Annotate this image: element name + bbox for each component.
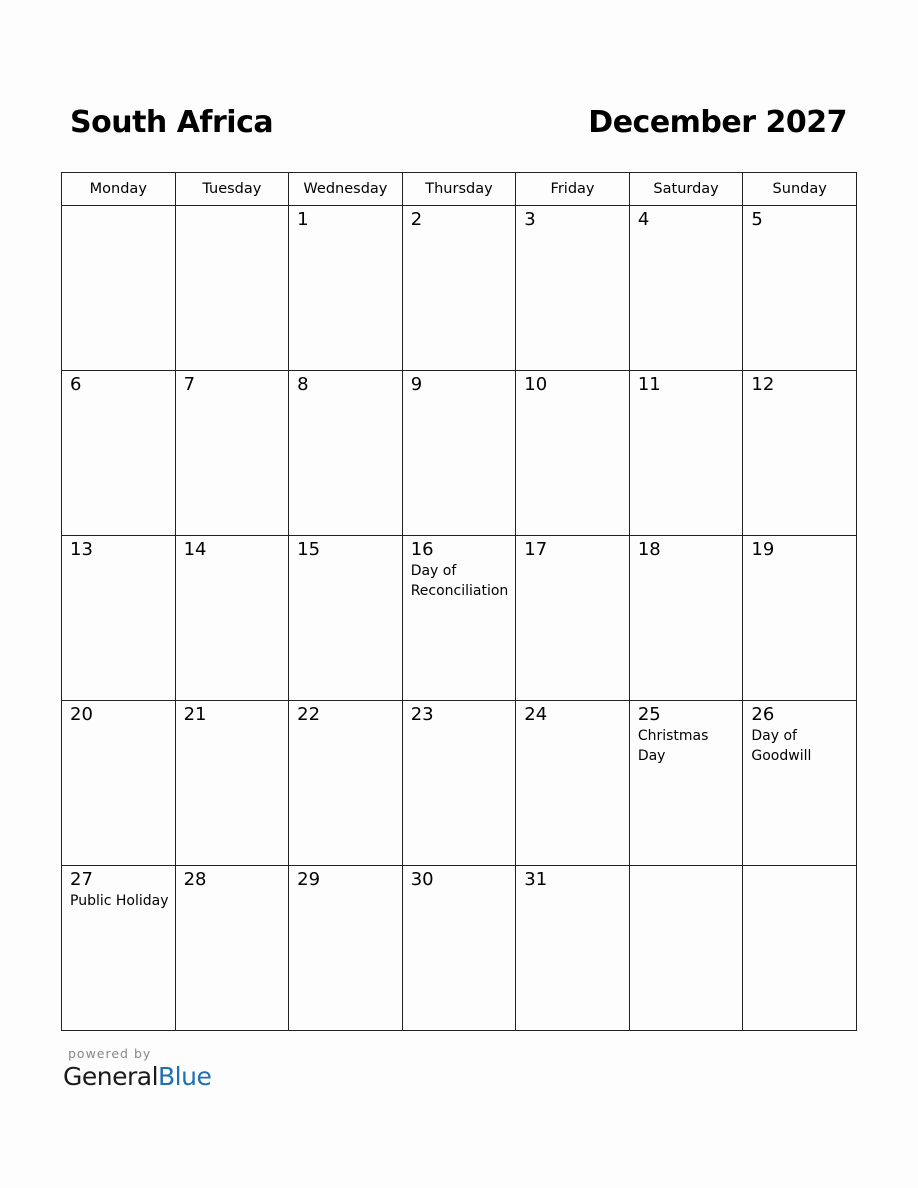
day-number (62, 206, 175, 209)
day-number: 11 (637, 374, 661, 395)
weekday-header: Thursday (402, 173, 516, 206)
day-cell (402, 866, 516, 1031)
day-cell (743, 536, 857, 701)
day-cell (402, 371, 516, 536)
week-row (62, 371, 857, 536)
weekday-header: Sunday (743, 173, 857, 206)
day-cell (62, 866, 176, 1031)
day-number: 21 (183, 704, 207, 725)
day-number: 6 (70, 374, 82, 395)
brand-logo-part1: General (63, 1062, 159, 1091)
day-number: 24 (524, 704, 548, 725)
day-number: 19 (751, 539, 775, 560)
day-cell (62, 536, 176, 701)
holiday-label: Christmas Day (637, 728, 709, 764)
day-cell (175, 866, 289, 1031)
day-cell (62, 371, 176, 536)
weekday-header: Tuesday (175, 173, 289, 206)
day-cell (175, 206, 289, 371)
day-cell (289, 536, 403, 701)
day-cell (289, 701, 403, 866)
day-cell (402, 206, 516, 371)
day-cell (175, 536, 289, 701)
day-number: 28 (183, 869, 207, 890)
day-number: 5 (751, 209, 763, 230)
day-number: 4 (637, 209, 650, 230)
day-cell (743, 701, 857, 866)
weekday-header: Wednesday (289, 173, 403, 206)
day-number: 8 (297, 374, 309, 395)
day-cell (629, 371, 743, 536)
day-number: 10 (524, 374, 548, 395)
day-cell (62, 701, 176, 866)
day-number: 23 (410, 704, 434, 725)
day-cell (289, 371, 403, 536)
day-number: 3 (524, 209, 536, 230)
day-number: 29 (297, 869, 321, 890)
day-cell (62, 206, 176, 371)
day-cell (289, 206, 403, 371)
day-number: 17 (524, 539, 548, 560)
holiday-label: Day of Reconciliation (410, 563, 509, 599)
weekday-header: Monday (62, 173, 176, 206)
powered-by-label: powered by (68, 1046, 152, 1061)
day-number: 27 (70, 869, 93, 890)
day-cell (743, 206, 857, 371)
brand-logo[interactable] (63, 1062, 211, 1091)
weekday-header-row (62, 173, 857, 206)
day-cell (629, 206, 743, 371)
day-number: 15 (297, 539, 321, 560)
day-cell (402, 536, 516, 701)
day-cell (516, 371, 630, 536)
day-number: 9 (410, 374, 423, 395)
day-cell (629, 536, 743, 701)
day-number: 1 (297, 209, 309, 230)
day-number (743, 866, 856, 869)
day-number (176, 206, 289, 209)
day-cell (743, 866, 857, 1031)
day-cell (175, 701, 289, 866)
day-number: 30 (410, 869, 434, 890)
month-year-title: December 2027 (588, 105, 847, 140)
day-number (630, 866, 743, 869)
calendar-grid (61, 172, 857, 1031)
day-cell (516, 536, 630, 701)
day-number: 18 (637, 539, 661, 560)
day-number: 14 (183, 539, 207, 560)
week-row (62, 536, 857, 701)
week-row (62, 206, 857, 371)
brand-logo-part2: Blue (158, 1062, 212, 1091)
holiday-label: Day of Goodwill (751, 728, 812, 764)
day-cell (743, 371, 857, 536)
country-title: South Africa (70, 105, 274, 140)
day-number: 7 (183, 374, 196, 395)
day-number: 20 (70, 704, 93, 725)
weekday-header: Saturday (629, 173, 743, 206)
holiday-label: Public Holiday (70, 893, 169, 909)
day-cell (175, 371, 289, 536)
day-number: 2 (410, 209, 423, 230)
day-cell (402, 701, 516, 866)
day-number: 26 (751, 704, 775, 725)
day-number: 31 (524, 869, 548, 890)
day-cell (629, 866, 743, 1031)
week-row (62, 866, 857, 1031)
week-row (62, 701, 857, 866)
day-number: 25 (637, 704, 661, 725)
day-number: 16 (410, 539, 434, 560)
day-cell (516, 701, 630, 866)
day-number: 22 (297, 704, 321, 725)
day-cell (516, 866, 630, 1031)
weekday-header: Friday (516, 173, 630, 206)
day-number: 12 (751, 374, 775, 395)
day-cell (629, 701, 743, 866)
day-cell (289, 866, 403, 1031)
day-cell (516, 206, 630, 371)
day-number: 13 (70, 539, 93, 560)
